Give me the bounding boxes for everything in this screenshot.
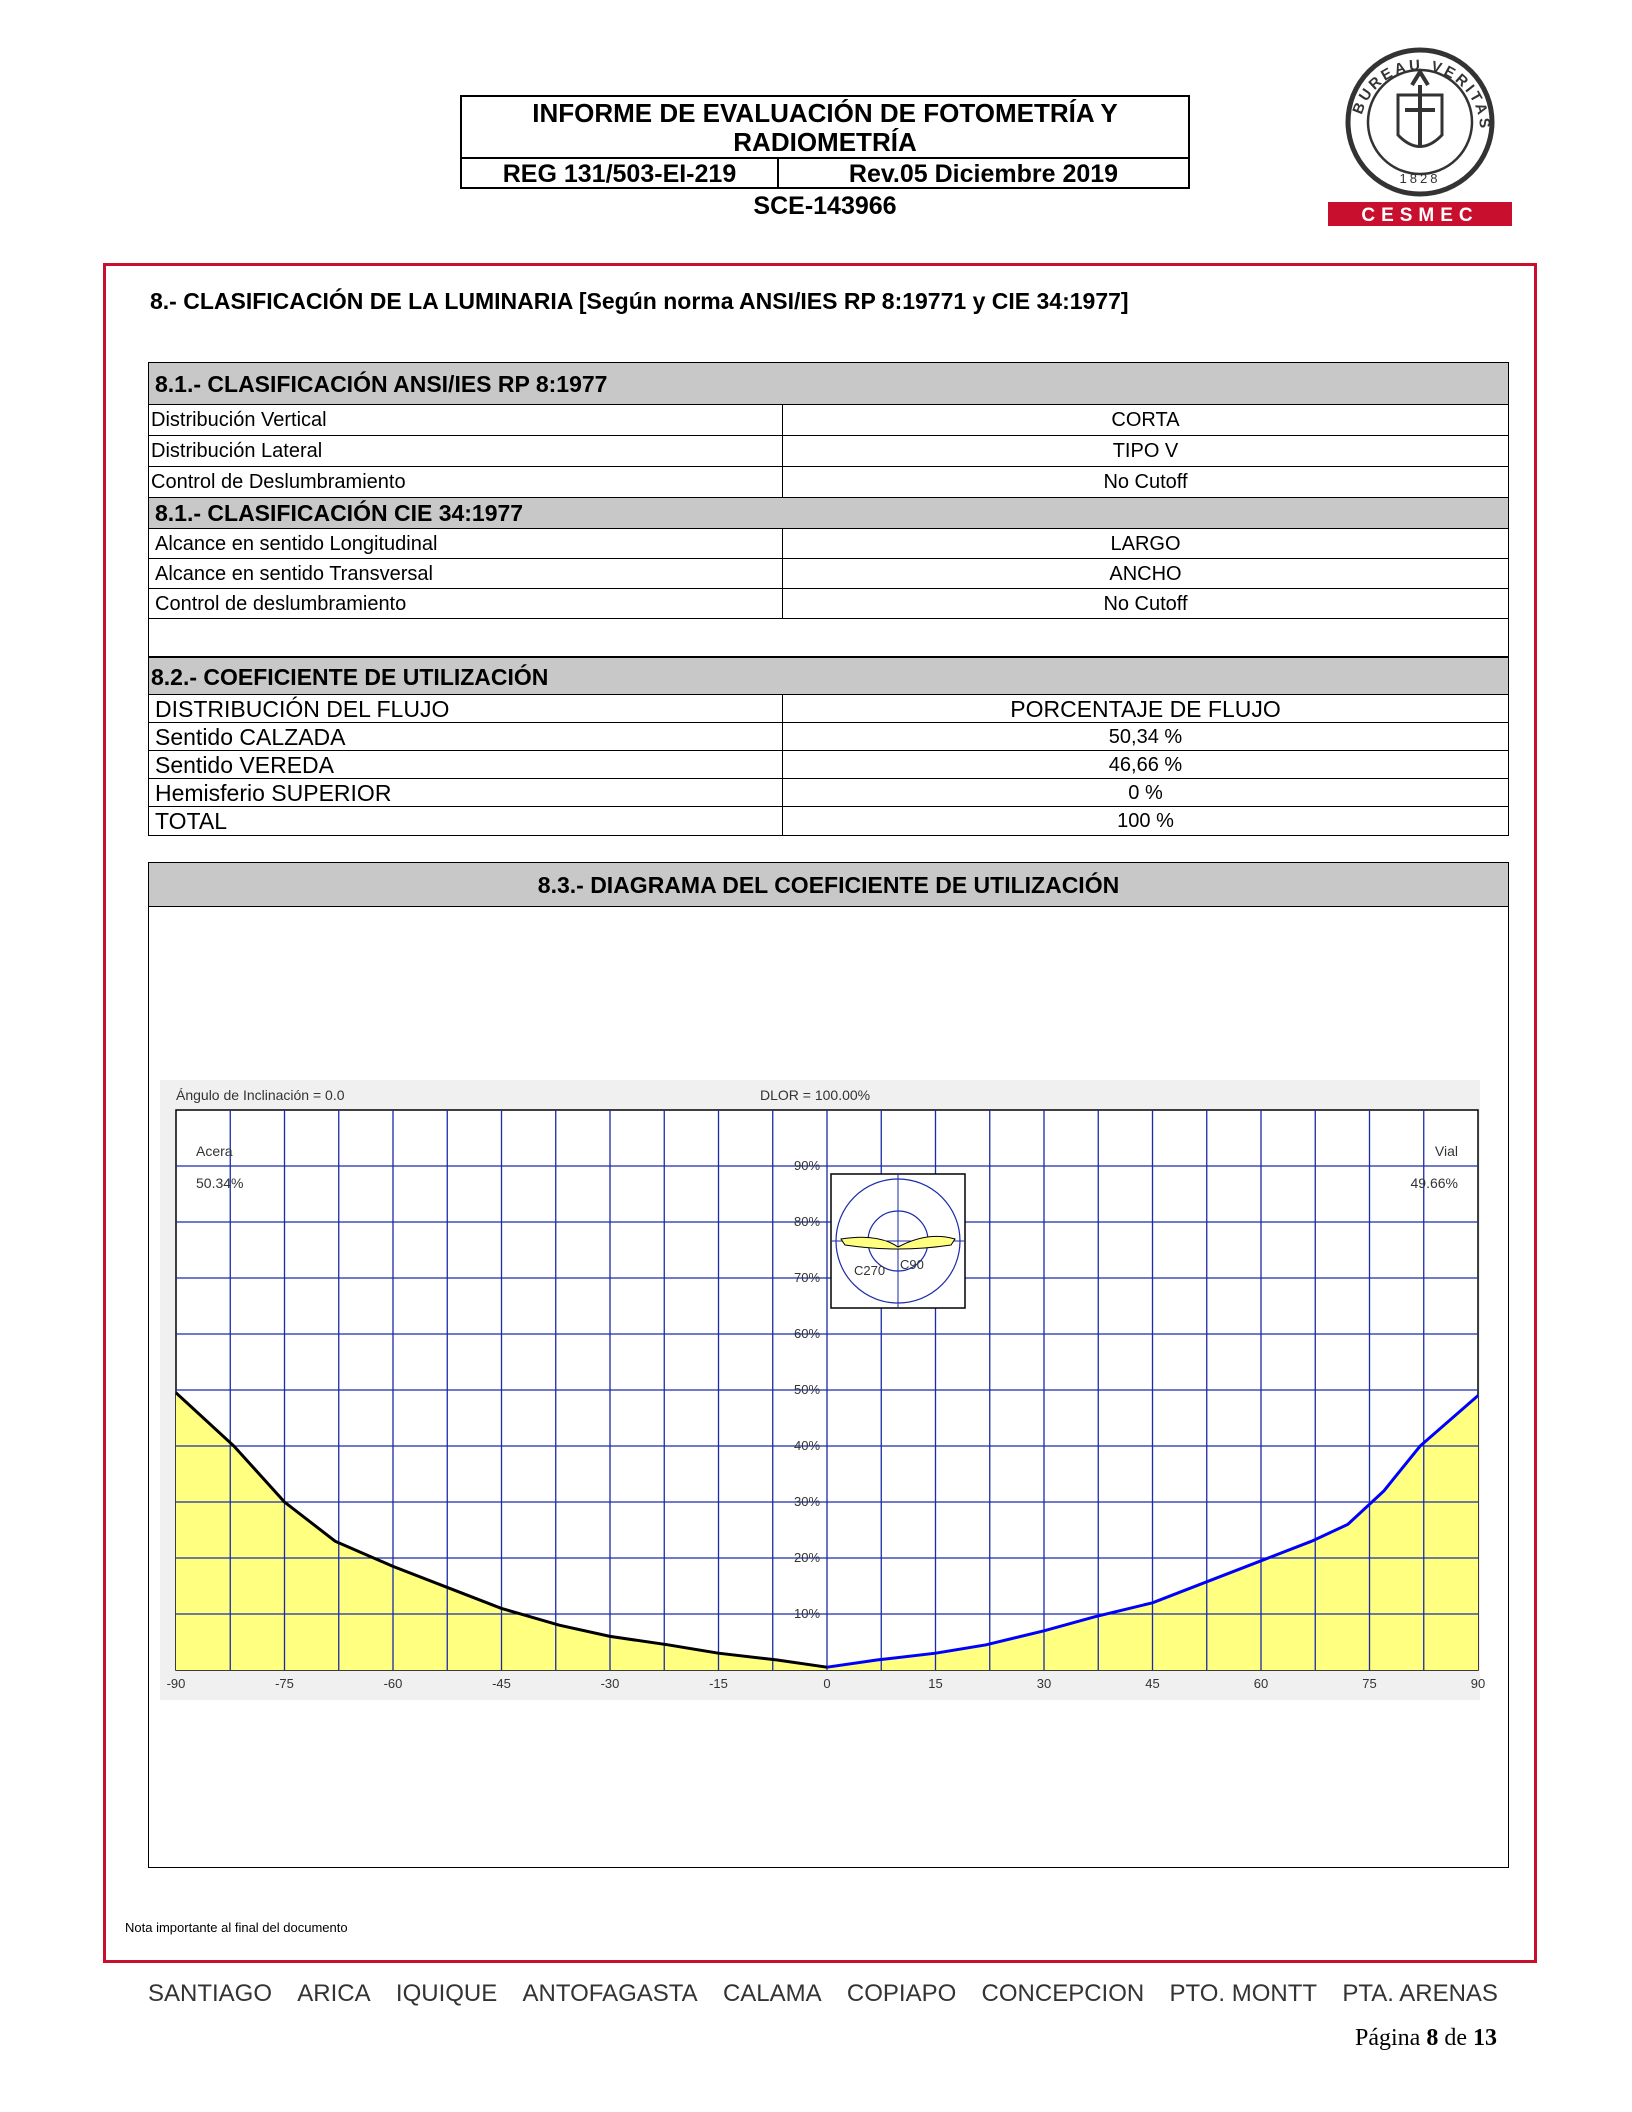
tilt-angle-text: Ángulo de Inclinación = 0.0 [176,1087,345,1103]
page-mid: de [1444,2025,1467,2051]
table-row [149,751,1508,779]
table-row [149,405,1508,436]
inset-label-c270: C270 [854,1263,886,1278]
logo-brand: CESMEC [1361,205,1479,226]
dlor-text: DLOR = 100.00% [760,1087,871,1103]
report-sce-code: SCE-143966 [753,192,897,220]
x-tick-label: 15 [928,1676,943,1691]
diagram-heading: 8.3.- DIAGRAMA DEL COEFICIENTE DE UTILIZACIÓN [149,863,1508,907]
x-tick-label: 45 [1145,1676,1160,1691]
city: CONCEPCION [981,1980,1145,2007]
city: SANTIAGO [148,1980,273,2007]
x-tick-label: -45 [492,1676,511,1691]
row-label: Sentido CALZADA [149,723,783,750]
row-value: No Cutoff [1103,471,1188,493]
x-tick-label: 60 [1253,1676,1269,1691]
x-tick-label: 0 [823,1676,831,1691]
ansi-heading: 8.1.- CLASIFICACIÓN ANSI/IES RP 8:1977 [149,363,1508,405]
inset-label-c90: C90 [900,1257,924,1272]
coef-header-row [149,695,1508,723]
footnote: Nota importante al final del documento [125,1920,348,1935]
table-row [149,436,1508,467]
report-reg: REG 131/503-EI-219 [462,159,779,189]
report-title: INFORME DE EVALUACIÓN DE FOTOMETRÍA Y RADIOMETRÍA [462,97,1188,159]
row-label: Alcance en sentido Longitudinal [149,529,783,558]
row-label: Distribución Vertical [149,405,783,435]
spacer-row [149,619,1508,657]
row-label: Hemisferio SUPERIOR [149,779,783,806]
row-label: Sentido VEREDA [149,751,783,778]
city: CALAMA [722,1980,822,2007]
city: PTO. MONTT [1169,1980,1318,2007]
row-label: TOTAL [149,807,783,835]
row-label: Control de deslumbramiento [149,589,783,618]
report-header-box [460,95,1190,189]
y-tick-label: 50% [793,1382,821,1397]
y-tick-label: 60% [793,1326,821,1341]
y-tick-label: 10% [793,1606,821,1621]
y-tick-label: 40% [793,1438,821,1453]
y-tick-label: 30% [793,1494,821,1509]
row-label: Control de Deslumbramiento [149,467,783,497]
city: ARICA [297,1980,371,2007]
y-tick-label: 70% [793,1270,821,1285]
utilization-chart [160,1080,1486,1700]
row-value: 50,34 % [1108,726,1183,748]
x-tick-label: 30 [1036,1676,1052,1691]
row-value: No Cutoff [1103,593,1188,615]
right-side-value: 49.66% [1410,1175,1458,1191]
x-tick-label: -15 [709,1676,728,1691]
city: COPIAPO [846,1980,957,2007]
page-current: 8 [1426,2025,1439,2051]
col-header: PORCENTAJE DE FLUJO [1010,696,1281,722]
bureau-veritas-cesmec-logo [1320,40,1520,230]
table-row [149,467,1508,498]
logo-year: 1828 [1399,171,1441,186]
table-row [149,589,1508,619]
y-tick-label: 90% [793,1158,821,1173]
row-value: 46,66 % [1108,754,1183,776]
x-tick-label: -30 [600,1676,620,1691]
page-prefix: Página [1355,2025,1421,2051]
table-row [149,723,1508,751]
city-list [148,1980,1498,2008]
city: PTA. ARENAS [1342,1980,1498,2007]
row-value: CORTA [1111,409,1180,431]
left-side-label: Acera [196,1143,233,1159]
x-tick-label: 75 [1362,1676,1377,1691]
table-row [149,779,1508,807]
page-number [1355,2025,1497,2052]
row-value: 100 % [1117,810,1174,832]
row-value: ANCHO [1109,563,1182,585]
city: ANTOFAGASTA [522,1980,698,2007]
x-tick-label: -75 [275,1676,294,1691]
report-revision: Rev.05 Diciembre 2019 [848,160,1119,188]
x-tick-label: -90 [166,1676,186,1691]
left-side-value: 50.34% [196,1175,244,1191]
logo-ring-text: BUREAU VERITAS [1349,56,1494,132]
right-side-label: Vial [1434,1143,1458,1159]
cie-heading: 8.1.- CLASIFICACIÓN CIE 34:1977 [149,498,1508,529]
table-row [149,807,1508,835]
x-tick-label: 90 [1470,1676,1486,1691]
row-value: TIPO V [1112,440,1179,462]
col-header: DISTRIBUCIÓN DEL FLUJO [149,695,783,722]
row-value: 0 % [1128,782,1163,804]
city: IQUIQUE [395,1980,498,2007]
table-row [149,559,1508,589]
report-reg-row [462,159,1188,189]
row-label: Distribución Lateral [149,436,783,466]
row-value: LARGO [1110,533,1181,555]
y-tick-label: 20% [793,1550,821,1565]
classification-table [148,362,1509,836]
page-total: 13 [1473,2025,1497,2051]
row-label: Alcance en sentido Transversal [149,559,783,588]
section-8-title: 8.- CLASIFICACIÓN DE LA LUMINARIA [Según norma ANSI/IES RP 8:19771 y CIE 34:1977] [150,288,1129,314]
x-tick-label: -60 [383,1676,403,1691]
table-row [149,529,1508,559]
coef-heading: 8.2.- COEFICIENTE DE UTILIZACIÓN [149,657,1508,695]
y-tick-label: 80% [793,1214,821,1229]
